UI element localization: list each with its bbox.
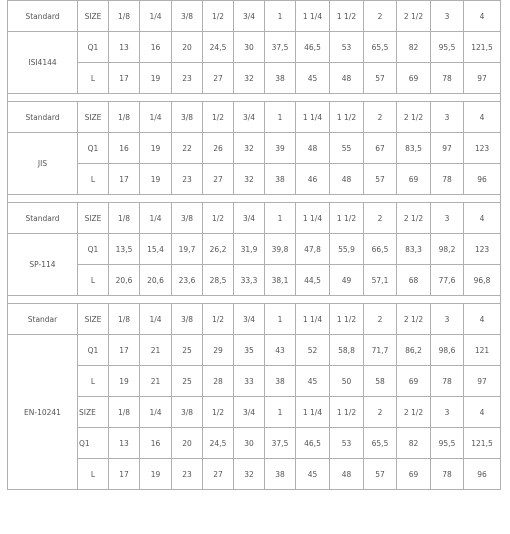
block-separator: [8, 296, 501, 304]
size-cell: 1/2: [203, 304, 234, 335]
value-cell: 38: [265, 459, 296, 490]
size-cell: 3/4: [234, 102, 265, 133]
row-label: L: [78, 366, 109, 397]
value-cell: 19: [140, 133, 172, 164]
value-cell: 21: [140, 366, 172, 397]
size-header-row: [8, 102, 501, 133]
value-cell: 82: [397, 428, 431, 459]
value-cell: 35: [234, 335, 265, 366]
size-cell: 1 1/2: [330, 102, 364, 133]
value-cell: 26,2: [203, 234, 234, 265]
value-cell: 19: [109, 366, 140, 397]
value-cell: 39: [265, 133, 296, 164]
standard-label: Standard: [8, 1, 78, 32]
value-cell: 58: [364, 366, 397, 397]
size-cell: 3: [431, 102, 464, 133]
standard-name: ISI4144: [8, 32, 78, 94]
standard-name: SP-114: [8, 234, 78, 296]
value-cell: 65,5: [364, 428, 397, 459]
value-cell: 32: [234, 63, 265, 94]
size-header-label: SIZE: [78, 1, 109, 32]
value-cell: 32: [234, 164, 265, 195]
size-cell: 1: [265, 304, 296, 335]
value-cell: 45: [296, 63, 330, 94]
value-cell: 31,9: [234, 234, 265, 265]
size-cell: 2 1/2: [397, 304, 431, 335]
dimension-row: [8, 397, 501, 428]
value-cell: 38: [265, 63, 296, 94]
row-label: Q1: [78, 32, 109, 63]
value-cell: 25: [172, 335, 203, 366]
row-label: L: [78, 63, 109, 94]
value-cell: 58,8: [330, 335, 364, 366]
size-cell: 1/4: [140, 304, 172, 335]
size-cell: 1/8: [109, 1, 140, 32]
size-cell: 4: [464, 203, 501, 234]
size-header-row: [8, 203, 501, 234]
value-cell: 47,8: [296, 234, 330, 265]
row-label: Q1: [78, 234, 109, 265]
value-cell: 30: [234, 32, 265, 63]
value-cell: 38: [265, 164, 296, 195]
value-cell: 45: [296, 366, 330, 397]
value-cell: 69: [397, 164, 431, 195]
value-cell: 44,5: [296, 265, 330, 296]
size-header-label: SIZE: [78, 102, 109, 133]
dimension-row: [8, 265, 501, 296]
value-cell: 30: [234, 428, 265, 459]
dimension-row: [8, 459, 501, 490]
value-cell: 55: [330, 133, 364, 164]
value-cell: 27: [203, 63, 234, 94]
size-cell: 1: [265, 1, 296, 32]
size-cell: 1 1/2: [330, 1, 364, 32]
value-cell: 17: [109, 335, 140, 366]
value-cell: 121,5: [464, 32, 501, 63]
size-cell: 2: [364, 1, 397, 32]
value-cell: 46,5: [296, 32, 330, 63]
row-label: Q1: [78, 428, 109, 459]
value-cell: 39,8: [265, 234, 296, 265]
value-cell: 95,5: [431, 32, 464, 63]
value-cell: 97: [464, 366, 501, 397]
value-cell: 37,5: [265, 32, 296, 63]
dimension-row: [8, 32, 501, 63]
value-cell: 13,5: [109, 234, 140, 265]
value-cell: 24,5: [203, 428, 234, 459]
size-cell: 1 1/4: [296, 304, 330, 335]
size-cell: 1/4: [140, 203, 172, 234]
value-cell: 23,6: [172, 265, 203, 296]
value-cell: 57,1: [364, 265, 397, 296]
size-cell: 4: [464, 1, 501, 32]
row-label: Q1: [78, 133, 109, 164]
dimension-row: [8, 335, 501, 366]
value-cell: 67: [364, 133, 397, 164]
value-cell: 38,1: [265, 265, 296, 296]
value-cell: 98,6: [431, 335, 464, 366]
size-cell: 1 1/4: [296, 1, 330, 32]
value-cell: 48: [330, 164, 364, 195]
value-cell: 4: [464, 397, 501, 428]
value-cell: 1/4: [140, 397, 172, 428]
value-cell: 3/4: [234, 397, 265, 428]
value-cell: 27: [203, 459, 234, 490]
value-cell: 43: [265, 335, 296, 366]
value-cell: 78: [431, 366, 464, 397]
value-cell: 1/2: [203, 397, 234, 428]
value-cell: 46,5: [296, 428, 330, 459]
value-cell: 78: [431, 63, 464, 94]
value-cell: 1 1/2: [330, 397, 364, 428]
value-cell: 57: [364, 164, 397, 195]
separator-cell: [8, 296, 501, 304]
size-cell: 1/2: [203, 1, 234, 32]
size-cell: 2: [364, 203, 397, 234]
value-cell: 33,3: [234, 265, 265, 296]
size-cell: 3/8: [172, 203, 203, 234]
value-cell: 48: [296, 133, 330, 164]
value-cell: 23: [172, 459, 203, 490]
dimension-row: [8, 428, 501, 459]
value-cell: 69: [397, 459, 431, 490]
value-cell: 48: [330, 459, 364, 490]
value-cell: 15,4: [140, 234, 172, 265]
value-cell: 53: [330, 32, 364, 63]
value-cell: 96,8: [464, 265, 501, 296]
size-cell: 4: [464, 304, 501, 335]
dimension-row: [8, 164, 501, 195]
value-cell: 37,5: [265, 428, 296, 459]
value-cell: 97: [464, 63, 501, 94]
size-cell: 1/2: [203, 203, 234, 234]
value-cell: 17: [109, 164, 140, 195]
size-header-row: [8, 1, 501, 32]
standard-label: Standar: [8, 304, 78, 335]
value-cell: 21: [140, 335, 172, 366]
size-cell: 2 1/2: [397, 102, 431, 133]
value-cell: 28,5: [203, 265, 234, 296]
size-cell: 1/8: [109, 304, 140, 335]
separator-cell: [8, 94, 501, 102]
value-cell: 57: [364, 459, 397, 490]
value-cell: 19,7: [172, 234, 203, 265]
value-cell: 121: [464, 335, 501, 366]
size-header-label: SIZE: [78, 304, 109, 335]
value-cell: 2: [364, 397, 397, 428]
dimension-row: [8, 366, 501, 397]
value-cell: 49: [330, 265, 364, 296]
value-cell: 96: [464, 164, 501, 195]
value-cell: 25: [172, 366, 203, 397]
dimension-row: [8, 133, 501, 164]
size-cell: 1 1/4: [296, 203, 330, 234]
value-cell: 26: [203, 133, 234, 164]
standard-name: JIS: [8, 133, 78, 195]
size-cell: 3/4: [234, 304, 265, 335]
value-cell: 32: [234, 459, 265, 490]
size-cell: 3: [431, 304, 464, 335]
value-cell: 123: [464, 133, 501, 164]
value-cell: 83,5: [397, 133, 431, 164]
value-cell: 52: [296, 335, 330, 366]
value-cell: 69: [397, 366, 431, 397]
value-cell: 19: [140, 164, 172, 195]
value-cell: 71,7: [364, 335, 397, 366]
value-cell: 53: [330, 428, 364, 459]
size-cell: 2: [364, 304, 397, 335]
value-cell: 1 1/4: [296, 397, 330, 428]
value-cell: 28: [203, 366, 234, 397]
value-cell: 69: [397, 63, 431, 94]
block-separator: [8, 94, 501, 102]
size-cell: 3: [431, 203, 464, 234]
size-cell: 4: [464, 102, 501, 133]
value-cell: 16: [109, 133, 140, 164]
value-cell: 55,9: [330, 234, 364, 265]
size-cell: 2 1/2: [397, 203, 431, 234]
value-cell: 38: [265, 366, 296, 397]
size-header-row: [8, 304, 501, 335]
value-cell: 27: [203, 164, 234, 195]
size-cell: 1 1/2: [330, 304, 364, 335]
dimension-row: [8, 234, 501, 265]
size-cell: 1/8: [109, 203, 140, 234]
value-cell: 95,5: [431, 428, 464, 459]
value-cell: 65,5: [364, 32, 397, 63]
value-cell: 13: [109, 32, 140, 63]
standard-label: Standard: [8, 102, 78, 133]
pipe-fitting-spec-table: [7, 0, 501, 490]
value-cell: 19: [140, 63, 172, 94]
size-cell: 3/4: [234, 1, 265, 32]
size-cell: 1/4: [140, 102, 172, 133]
value-cell: 20,6: [109, 265, 140, 296]
value-cell: 23: [172, 63, 203, 94]
value-cell: 1: [265, 397, 296, 428]
size-cell: 1 1/4: [296, 102, 330, 133]
size-cell: 3/4: [234, 203, 265, 234]
size-cell: 3/8: [172, 304, 203, 335]
row-label: Q1: [78, 335, 109, 366]
row-label: L: [78, 164, 109, 195]
value-cell: 46: [296, 164, 330, 195]
value-cell: 96: [464, 459, 501, 490]
row-label: L: [78, 265, 109, 296]
value-cell: 17: [109, 459, 140, 490]
size-cell: 1/4: [140, 1, 172, 32]
value-cell: 123: [464, 234, 501, 265]
value-cell: 66,5: [364, 234, 397, 265]
spec-table-body: [8, 1, 501, 490]
value-cell: 20: [172, 32, 203, 63]
size-cell: 1 1/2: [330, 203, 364, 234]
value-cell: 50: [330, 366, 364, 397]
value-cell: 121,5: [464, 428, 501, 459]
value-cell: 1/8: [109, 397, 140, 428]
value-cell: 68: [397, 265, 431, 296]
row-label: SIZE: [78, 397, 109, 428]
value-cell: 20,6: [140, 265, 172, 296]
value-cell: 45: [296, 459, 330, 490]
size-cell: 1: [265, 102, 296, 133]
value-cell: 78: [431, 459, 464, 490]
standard-label: Standard: [8, 203, 78, 234]
value-cell: 24,5: [203, 32, 234, 63]
size-cell: 1/2: [203, 102, 234, 133]
value-cell: 3/8: [172, 397, 203, 428]
separator-cell: [8, 195, 501, 203]
size-cell: 3/8: [172, 102, 203, 133]
value-cell: 23: [172, 164, 203, 195]
value-cell: 97: [431, 133, 464, 164]
value-cell: 2 1/2: [397, 397, 431, 428]
value-cell: 82: [397, 32, 431, 63]
value-cell: 22: [172, 133, 203, 164]
value-cell: 13: [109, 428, 140, 459]
block-separator: [8, 195, 501, 203]
value-cell: 16: [140, 32, 172, 63]
size-header-label: SIZE: [78, 203, 109, 234]
value-cell: 16: [140, 428, 172, 459]
value-cell: 19: [140, 459, 172, 490]
size-cell: 2: [364, 102, 397, 133]
value-cell: 86,2: [397, 335, 431, 366]
size-cell: 3: [431, 1, 464, 32]
row-label: L: [78, 459, 109, 490]
size-cell: 3/8: [172, 1, 203, 32]
dimension-row: [8, 63, 501, 94]
standard-name: EN-10241: [8, 335, 78, 490]
size-cell: 1/8: [109, 102, 140, 133]
value-cell: 17: [109, 63, 140, 94]
value-cell: 29: [203, 335, 234, 366]
value-cell: 98,2: [431, 234, 464, 265]
value-cell: 78: [431, 164, 464, 195]
size-cell: 2 1/2: [397, 1, 431, 32]
value-cell: 77,6: [431, 265, 464, 296]
value-cell: 3: [431, 397, 464, 428]
size-cell: 1: [265, 203, 296, 234]
value-cell: 57: [364, 63, 397, 94]
value-cell: 33: [234, 366, 265, 397]
value-cell: 20: [172, 428, 203, 459]
value-cell: 32: [234, 133, 265, 164]
value-cell: 48: [330, 63, 364, 94]
value-cell: 83,3: [397, 234, 431, 265]
